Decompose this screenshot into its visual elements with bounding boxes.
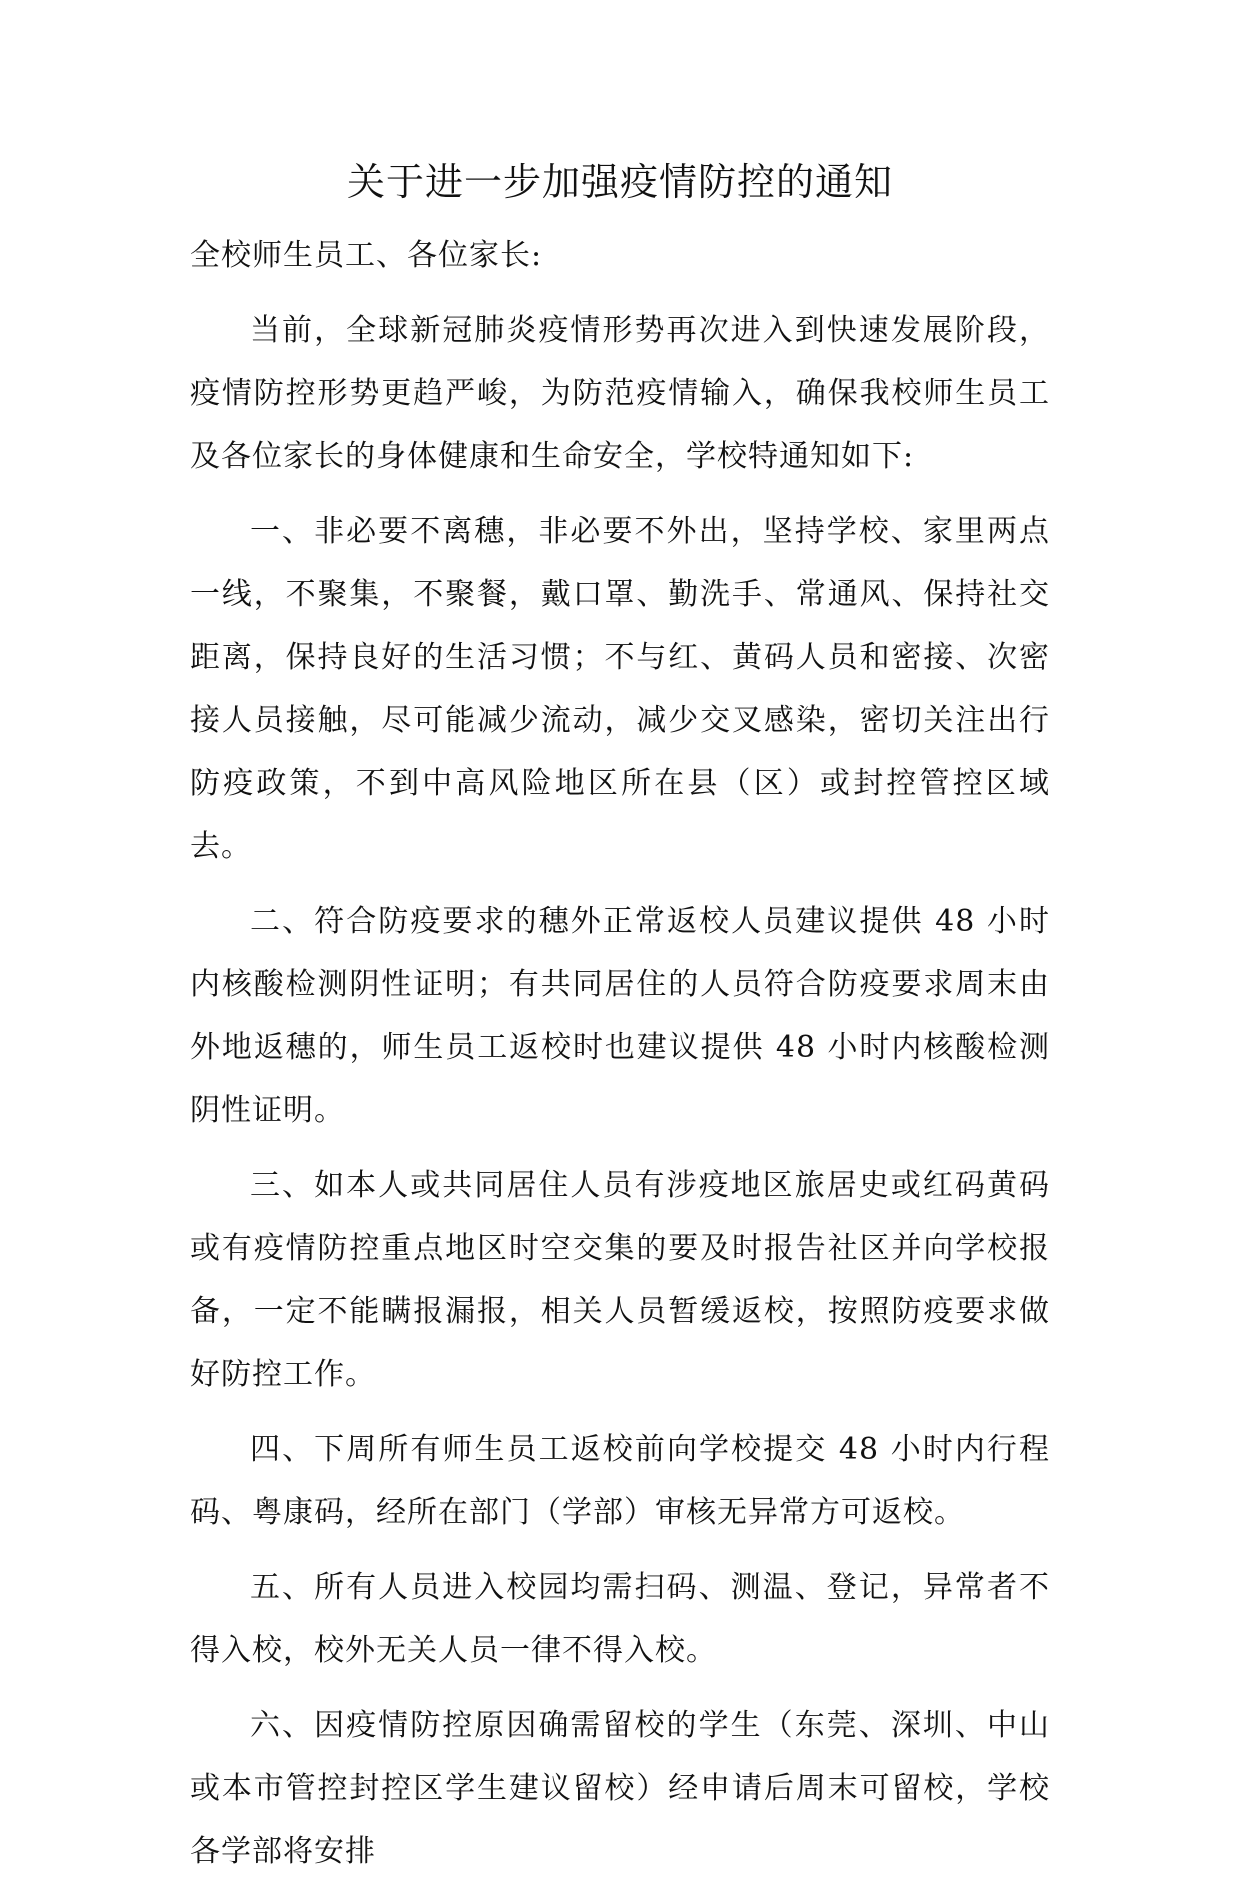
document-body (190, 224, 1050, 1895)
paragraph-item-4: 四、下周所有师生员工返校前向学校提交 48 小时内行程码、粤康码，经所在部门（学部）审核无异常方可返校。 (190, 1432, 1050, 1530)
paragraph-item-6: 六、因疫情防控原因确需留校的学生（东莞、深圳、中山或本市管控封控区学生建议留校）经申请后周末可留校，学校各学部将安排 (190, 1708, 1050, 1869)
salutation: 全校师生员工、各位家长: (190, 238, 543, 273)
paragraph-item-3: 三、如本人或共同居住人员有涉疫地区旅居史或红码黄码或有疫情防控重点地区时空交集的要及时报告社区并向学校报备，一定不能瞒报漏报，相关人员暂缓返校，按照防疫要求做好防控工作。 (190, 1168, 1050, 1392)
paragraph-item-5: 五、所有人员进入校园均需扫码、测温、登记，异常者不得入校，校外无关人员一律不得入校。 (190, 1570, 1050, 1668)
paragraph-item-2: 二、符合防疫要求的穗外正常返校人员建议提供 48 小时内核酸检测阴性证明；有共同居住的人员符合防疫要求周末由外地返穗的，师生员工返校时也建议提供 48 小时内核酸检测阴性证明。 (190, 904, 1050, 1128)
paragraph-item-1: 一、非必要不离穗，非必要不外出，坚持学校、家里两点一线，不聚集，不聚餐，戴口罩、勤洗手、常通风、保持社交距离，保持良好的生活习惯；不与红、黄码人员和密接、次密接人员接触，尽可能减少流动，减少交叉感染，密切关注出行防疫政策，不到中高风险地区所在县（区）或封控管控区域去。 (190, 514, 1050, 864)
paragraph-intro: 当前，全球新冠肺炎疫情形势再次进入到快速发展阶段，疫情防控形势更趋严峻，为防范疫情输入，确保我校师生员工及各位家长的身体健康和生命安全，学校特通知如下: (190, 313, 1050, 474)
document-title: 关于进一步加强疫情防控的通知 (346, 160, 893, 204)
